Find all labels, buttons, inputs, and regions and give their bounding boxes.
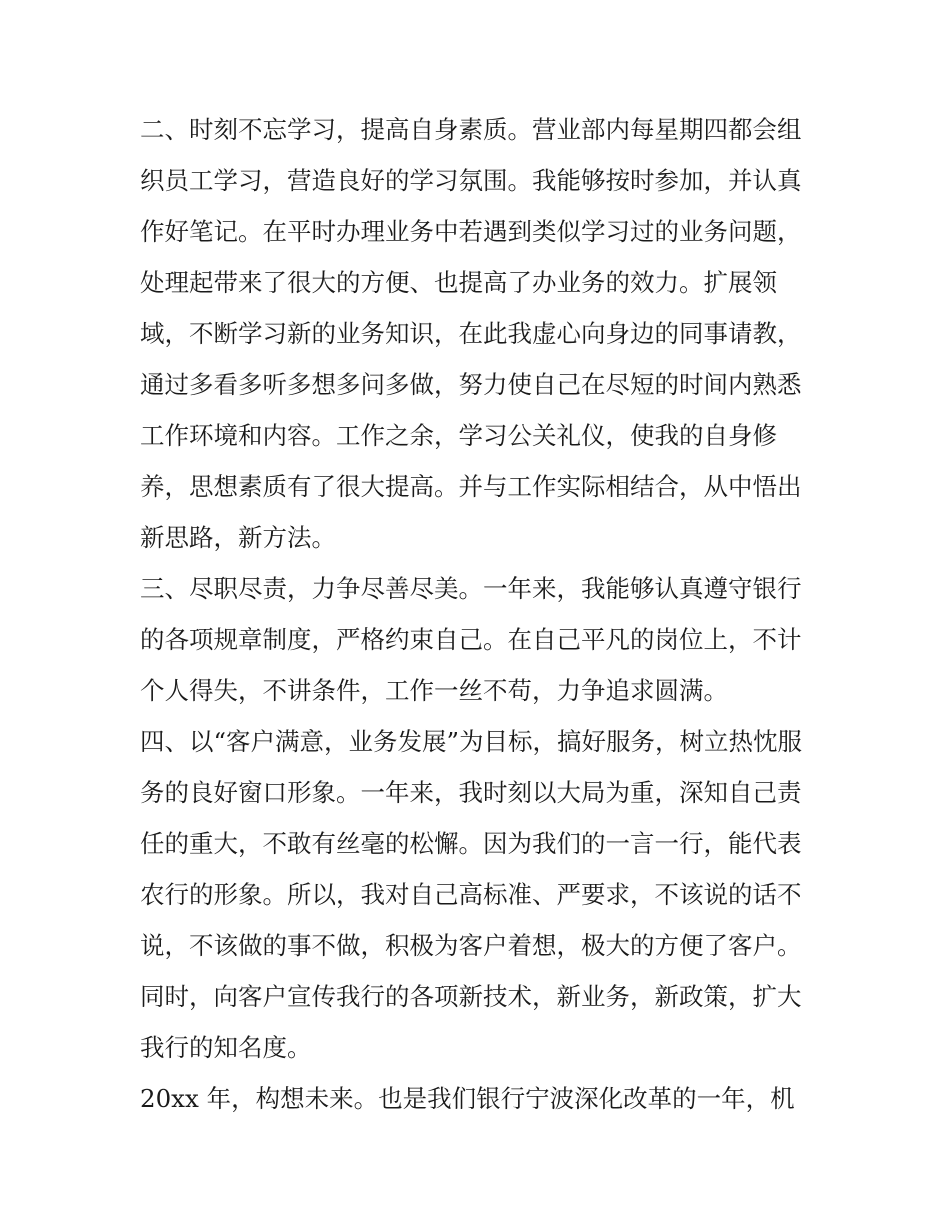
text-line: 的各项规章制度，严格约束自己。在自己平凡的岗位上，不计 xyxy=(140,625,802,654)
text-line: 务的良好窗口形象。一年来，我时刻以大局为重，深知自己责 xyxy=(140,778,802,807)
paragraph-future xyxy=(140,1073,820,1124)
text-line: 织员工学习，营造良好的学习氛围。我能够按时参加，并认真 xyxy=(140,166,802,195)
text-line: 工作环境和内容。工作之余，学习公关礼仪，使我的自身修 xyxy=(140,421,777,450)
paragraph-service xyxy=(140,716,820,1073)
text-line: 我行的知名度。 xyxy=(140,1033,312,1062)
text-line: 农行的形象。所以，我对自己高标准、严要求，不该说的话不 xyxy=(140,880,802,909)
text-line: 处理起带来了很大的方便、也提高了办业务的效力。扩展领 xyxy=(140,268,777,297)
text-line: 说，不该做的事不做，积极为客户着想，极大的方便了客户。 xyxy=(140,931,802,960)
text-line: 二、时刻不忘学习，提高自身素质。营业部内每星期四都会组 xyxy=(140,115,802,144)
text-line: 三、尽职尽责，力争尽善尽美。一年来，我能够认真遵守银行 xyxy=(140,574,802,603)
text-line: 任的重大，不敢有丝毫的松懈。因为我们的一言一行，能代表 xyxy=(140,829,802,858)
text-line: 新思路，新方法。 xyxy=(140,523,336,552)
paragraph-learning xyxy=(140,104,820,563)
document-body xyxy=(140,104,820,1124)
text-line: 四、以“客户满意，业务发展”为目标，搞好服务，树立热忱服 xyxy=(140,727,803,756)
text-line: 个人得失，不讲条件，工作一丝不苟，力争追求圆满。 xyxy=(140,676,728,705)
text-line: 作好笔记。在平时办理业务中若遇到类似学习过的业务问题， xyxy=(140,217,802,246)
paragraph-duty xyxy=(140,563,820,716)
text-line: 养，思想素质有了很大提高。并与工作实际相结合，从中悟出 xyxy=(140,472,802,501)
text-line: 同时，向客户宣传我行的各项新技术，新业务，新政策，扩大 xyxy=(140,982,802,1011)
text-line: 通过多看多听多想多问多做，努力使自己在尽短的时间内熟悉 xyxy=(140,370,802,399)
text-line: 20xx 年，构想未来。也是我们银行宁波深化改革的一年，机 xyxy=(140,1084,795,1113)
text-line: 域，不断学习新的业务知识，在此我虚心向身边的同事请教， xyxy=(140,319,802,348)
